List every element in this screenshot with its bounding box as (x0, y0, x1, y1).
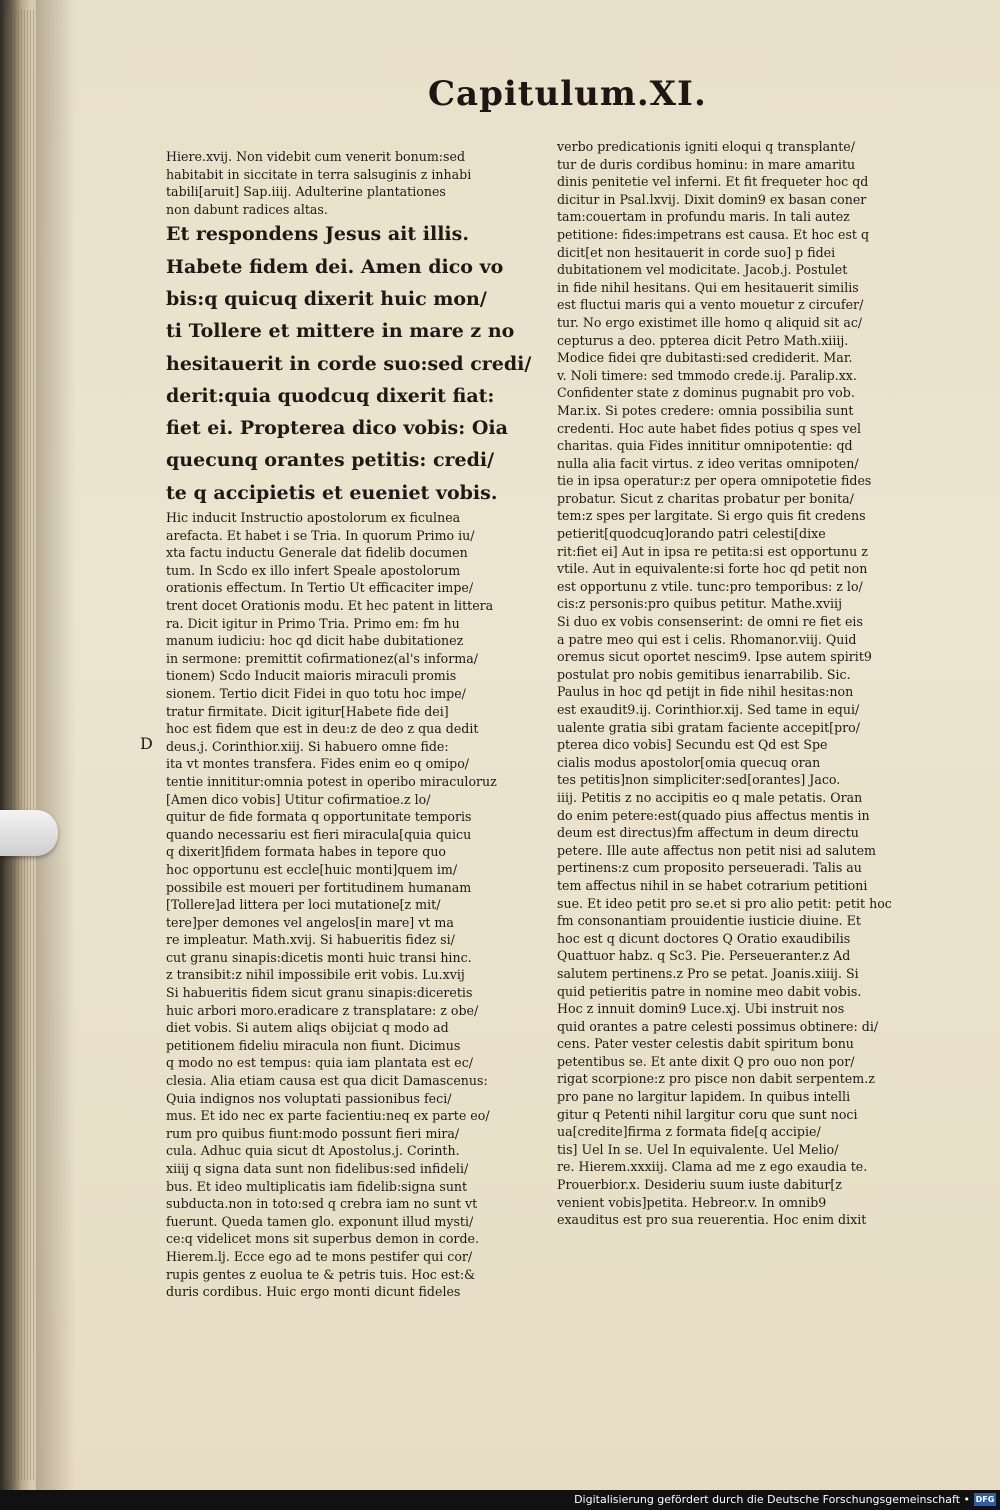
text-line: ua[credite]firma z formata fide[q accipie/ (557, 1124, 821, 1140)
text-line: Paulus in hoc qd petijt in fide nihil hesitas:non (557, 684, 854, 700)
text-line: cis:z personis:pro quibus petitur. Mathe.xviij (557, 596, 842, 612)
text-line: tur. No ergo existimet ille homo q aliquid sit ac/ (557, 314, 863, 330)
text-line: Prouerbior.x. Desideriu suum iuste dabitur[z (557, 1177, 842, 1193)
text-line: in fide nihil hesitans. Qui em hesitauerit similis (557, 279, 859, 295)
text-line: q dixerit]fidem formata habes in tepore quo (166, 844, 447, 860)
text-line: mus. Et ido nec ex parte facientiu:neq ex parte eo/ (166, 1108, 490, 1124)
text-line: dicit[et non hesitauerit in corde suo] p fidei (557, 244, 836, 260)
text-line: rum pro quibus fiunt:modo possunt fieri mira/ (166, 1125, 460, 1141)
text-line: petitionem fideliu miracula non fiunt. Dicimus (166, 1037, 461, 1053)
text-line: venient vobis]petita. Hebreor.v. In omnib9 (557, 1194, 827, 1210)
text-line: fm consonantiam prouidentie iusticie diuine. Et (557, 913, 861, 929)
text-line: vtile. Aut in equivalente:si forte hoc qd petit non (557, 561, 868, 577)
text-line: ita vt montes transfera. Fides enim eo q omipo/ (166, 756, 470, 772)
gutter-shadow (36, 0, 76, 1490)
text-line: tem:z spes per largitate. Si ergo quis fit credens (557, 508, 866, 524)
text-line: [Amen dico vobis] Utitur cofirmatioe.z lo/ (166, 791, 431, 807)
text-line: clesia. Alia etiam causa est qua dicit Damascenus: (166, 1073, 488, 1089)
text-line: habitabit in siccitate in terra salsuginis z inhabi (166, 166, 472, 182)
text-line: ra. Dicit igitur in Primo Tria. Primo em: fm hu (166, 615, 460, 631)
text-line: hoc opportunu est eccle[huic monti]quem im/ (166, 861, 458, 877)
text-line: Mar.ix. Si potes credere: omnia possibilia sunt (557, 402, 854, 418)
text-line: pertinens:z cum proposito perseueradi. Talis au (557, 860, 862, 876)
text-line: possibile est moueri per fortitudinem humanam (166, 879, 472, 895)
text-line: q modo no est tempus: quia iam plantata est ec/ (166, 1055, 474, 1071)
text-line: fuerunt. Queda tamen glo. exponunt illud mysti/ (166, 1213, 474, 1229)
text-line: sionem. Tertio dicit Fidei in quo totu hoc impe/ (166, 685, 466, 701)
text-line: sue. Et ideo petit pro se.et si pro alio petit: petit hoc (557, 895, 892, 911)
book-spine-edge (0, 0, 40, 1490)
text-line: gitur q Petenti nihil largitur coru que sunt noci (557, 1106, 858, 1122)
text-line: trent docet Orationis modu. Et hec patent in littera (166, 598, 494, 614)
text-line: nulla alia facit virtus. z ideo veritas omnipoten/ (557, 455, 859, 471)
text-line: tur de duris cordibus hominu: in mare amaritu (557, 156, 856, 172)
text-line: petere. Ille aute affectus non petit nisi ad salutem (557, 842, 876, 858)
margin-note: D (140, 734, 153, 753)
text-line: re impleatur. Math.xvij. Si habueritis fidez si/ (166, 932, 455, 948)
text-line: Et respondens Jesus ait illis. (166, 223, 469, 246)
text-line: ti Tollere et mittere in mare z no (166, 320, 515, 343)
text-line: orationis effectum. In Tertio Ut efficaciter impe/ (166, 580, 474, 596)
text-line: bis:q quicuq dixerit huic mon/ (166, 287, 487, 310)
text-line: quando necessariu est fieri miracula[quia quicu (166, 826, 472, 842)
text-line: tie in ipsa operatur:z per opera omnipotetie fides (557, 473, 872, 489)
text-line: oremus sicut oportet nescim9. Ipse autem spirit9 (557, 649, 872, 665)
text-line: quecunq orantes petitis: credi/ (166, 449, 495, 472)
text-line: Confidenter state z dominus pugnabit pro vob. (557, 385, 855, 401)
text-line: tentie innititur:omnia potest in operibo miraculoruz (166, 773, 497, 789)
text-line: Modice fidei qre dubitasti:sed crediderit. Mar. (557, 350, 853, 366)
text-line: in sermone: premittit cofirmationez(al's informa/ (166, 650, 478, 666)
text-line: pro pane no largitur lapidem. In quibus intelli (557, 1089, 851, 1105)
text-line: pterea dico vobis] Secundu est Qd est Spe (557, 737, 828, 753)
text-line: salutem pertinens.z Pro se petat. Joanis.xiiij. Si (557, 965, 859, 981)
text-line: huic arbori moro.eradicare z transplatare: z obe/ (166, 1002, 479, 1018)
text-line: hoc est fidem que est in deu:z de deo z qua dedit (166, 721, 479, 737)
text-line: arefacta. Et habet i se Tria. In quorum Primo iu/ (166, 527, 475, 543)
text-line: re. Hierem.xxxiij. Clama ad me z ego exaudia te. (557, 1159, 868, 1175)
text-line: hoc est q dicunt doctores Q Oratio exaudibilis (557, 930, 851, 946)
text-line: tabili[aruit] Sap.iiij. Adulterine plantationes (166, 184, 446, 200)
text-line: v. Noli timere: sed tmmodo crede.ij. Paralip.xx. (557, 367, 857, 383)
text-line: cialis modus apostolor[omia quecuq oran (557, 754, 821, 770)
text-line: dicitur in Psal.lxvij. Dixit domin9 ex basan coner (557, 191, 867, 207)
text-line: Hiere.xvij. Non videbit cum venerit bonum:sed (166, 149, 466, 164)
text-line: ualente gratia sibi gratam faciente accepit[pro/ (557, 719, 860, 735)
text-line: manum iudiciu: hoc qd dicit habe dubitationez (166, 633, 464, 649)
text-line: xiiij q signa data sunt non fidelibus:sed infideli/ (166, 1161, 469, 1177)
text-line: bus. Et ideo multiplicatis iam fidelib:signa sunt (166, 1178, 468, 1194)
text-line: derit:quia quodcuq dixerit fiat: (166, 384, 495, 407)
text-line: tum. In Scdo ex illo infert Speale apostolorum (166, 562, 461, 578)
text-line: deus.j. Corinthior.xiij. Si habuero omne fide: (166, 738, 449, 754)
text-line: Quattuor habz. q Sc3. Pie. Perseueranter.z Ad (557, 948, 851, 964)
text-line: rigat scorpione:z pro pisce non dabit serpentem.z (557, 1071, 875, 1087)
text-line: verbo predicationis igniti eloqui q transplante/ (557, 139, 855, 154)
text-line: tere]per demones vel angelos[in mare] vt ma (166, 914, 454, 930)
text-line: Habete fidem dei. Amen dico vo (166, 255, 504, 278)
text-line: quitur de fide formata q opportunitate temporis (166, 809, 472, 825)
text-line: dinis penitetie vel inferni. Et fit frequeter hoc qd (557, 174, 869, 190)
text-line: est opportunu z vtile. tunc:pro temporibus: z lo/ (557, 578, 863, 594)
text-line: tes petitis]non simpliciter:sed[orantes] Jaco. (557, 772, 841, 788)
text-line: Hic inducit Instructio apostolorum ex ficulnea (166, 510, 461, 526)
text-line: Quia indignos nos voluptati passionibus feci/ (166, 1090, 452, 1106)
footer-bar (0, 1490, 1000, 1510)
text-line: Si habueritis fidem sicut granu sinapis:diceretis (166, 985, 473, 1001)
text-line: [Tollere]ad littera per loci mutatione[z mit/ (166, 897, 441, 913)
text-line: cula. Adhuc quia sicut dt Apostolus.j. Corinth. (166, 1143, 460, 1159)
text-line: hesitauerit in corde suo:sed credi/ (166, 352, 532, 375)
text-line: rit:fiet ei] Aut in ipsa re petita:si est opportunu z (557, 543, 868, 559)
text-line: tam:couertam in profundu maris. In tali autez (557, 209, 850, 225)
text-line: petitione: fides:impetrans est causa. Et hoc est q (557, 226, 870, 242)
running-head: Capitulum.XI. (428, 74, 707, 114)
right-column (557, 138, 933, 1229)
text-line: iiij. Petitis z no accipitis eo q male petatis. Oran (557, 789, 863, 805)
page-clip (0, 810, 58, 856)
page-edges (6, 10, 36, 1480)
text-line: tis] Uel In se. Uel In equivalente. Uel Melio/ (557, 1141, 839, 1157)
footer-credit: Digitalisierung gefördert durch die Deutsche Forschungsgemeinschaft • (574, 1493, 970, 1506)
text-line: subducta.non in toto:sed q crebra iam no sunt vt (166, 1196, 478, 1212)
text-line: rupis gentes z euolua te & petris tuis. Hoc est:& (166, 1266, 476, 1282)
text-line: postulat pro nobis gemitibus ienarrabilib. Sic. (557, 666, 851, 682)
text-line: est fluctui maris qui a vento mouetur z circufer/ (557, 297, 864, 313)
text-line: dubitationem vel modicitate. Jacob.j. Postulet (557, 262, 848, 278)
text-line: tem affectus nihil in se habet cotrarium petitioni (557, 877, 868, 893)
text-line: quid orantes a patre celesti possimus obtinere: di/ (557, 1018, 879, 1034)
text-line: Hoc z innuit domin9 Luce.xj. Ubi instruit nos (557, 1001, 845, 1017)
text-line: te q accipietis et eueniet vobis. (166, 481, 498, 504)
text-line: cepturus a deo. ppterea dicit Petro Math.xiiij. (557, 332, 849, 348)
text-line: duris cordibus. Huic ergo monti dicunt fideles (166, 1284, 461, 1300)
text-line: est exaudit9.ij. Corinthior.xij. Sed tame in equi/ (557, 702, 860, 717)
text-line: ce:q videlicet mons sit superbus demon in corde. (166, 1231, 479, 1247)
text-line: Si duo ex vobis consenserint: de omni re fiet eis (557, 614, 863, 630)
text-line: petierit[quodcuq]orando patri celesti[dixe (557, 526, 826, 542)
text-line: charitas. quia Fides innititur omnipotentie: qd (557, 438, 853, 454)
text-line: do enim petere:est(quado pius affectus mentis in (557, 807, 870, 823)
text-line: z transibit:z nihil impossibile erit vobis. Lu.xvij (166, 967, 465, 983)
text-line: a patre meo qui est i celis. Rhomanor.viij. Quid (557, 631, 857, 647)
text-line: tratur firmitate. Dicit igitur[Habete fide dei] (166, 703, 449, 719)
text-line: cens. Pater vester celestis dabit spiritum bonu (557, 1036, 854, 1052)
text-line: diet vobis. Si autem aliqs obijciat q modo ad (166, 1020, 449, 1036)
text-line: non dabunt radices altas. (166, 201, 328, 217)
text-line: cut granu sinapis:dicetis monti huic transi hinc. (166, 949, 472, 965)
text-line: deum est directus)fm affectum in deum directu (557, 825, 859, 841)
text-line: xta factu inductu Generale dat fidelib documen (166, 545, 468, 561)
text-line: probatur. Sicut z charitas probatur per bonita/ (557, 490, 854, 506)
text-line: quid petieritis patre in nomine meo dabit vobis. (557, 983, 862, 999)
text-line: credenti. Hoc aute habet fides potius q spes vel (557, 420, 861, 436)
text-line: Hierem.lj. Ecce ego ad te mons pestifer qui cor/ (166, 1248, 473, 1264)
text-line: petentibus se. Et ante dixit Q pro ouo non por/ (557, 1053, 855, 1069)
text-line: exauditus est pro sua reuerentia. Hoc enim dixit (557, 1212, 867, 1228)
text-line: tionem) Scdo Inducit maioris miraculi promis (166, 668, 457, 684)
left-column (166, 148, 546, 1301)
text-line: fiet ei. Propterea dico vobis: Oia (166, 417, 508, 440)
dfg-logo: DFG (975, 1495, 995, 1504)
